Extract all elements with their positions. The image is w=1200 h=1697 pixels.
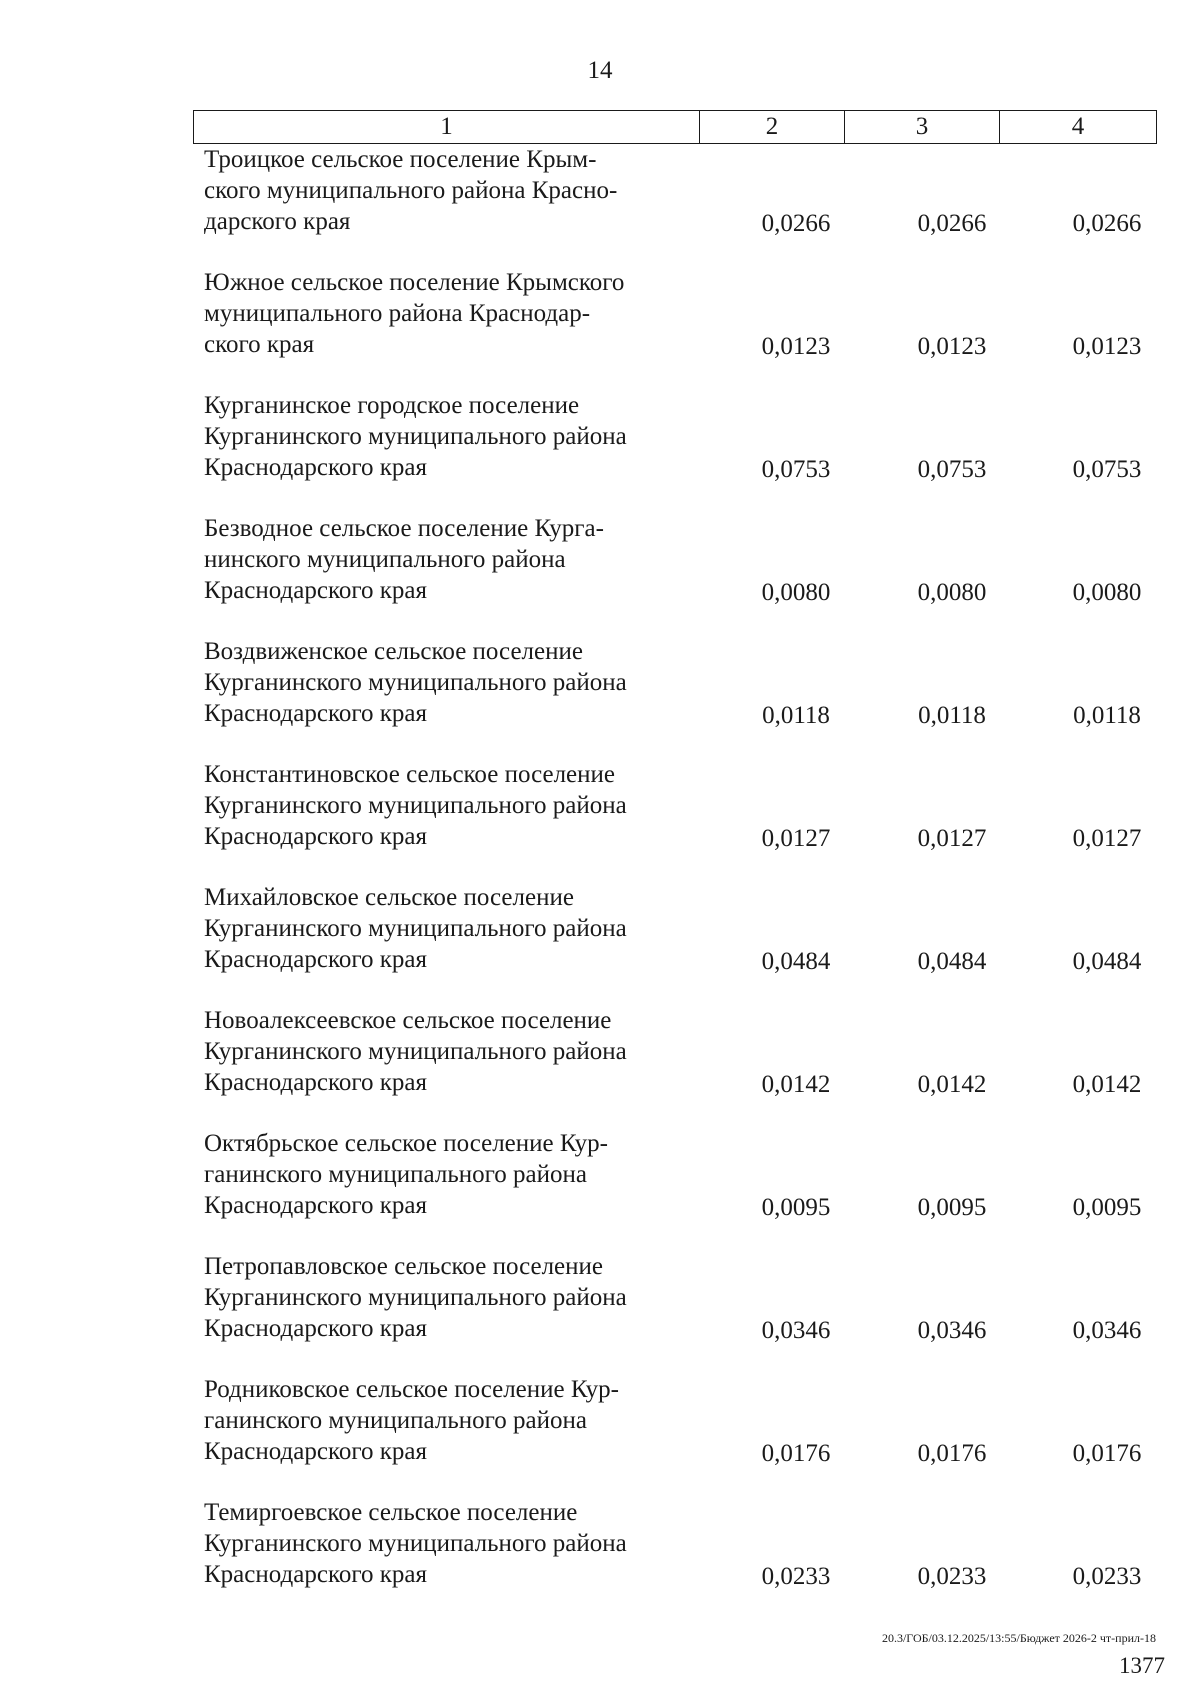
settlement-name: Октябрьское сельское поселение Кур- ганинского муниципального района Краснодарского края [204, 1130, 609, 1219]
value-col-3: 0,0123 [917, 333, 987, 360]
value-col-3: 0,0118 [918, 702, 986, 729]
settlement-name: Новоалексеевское сельское поселение Курганинского муниципального района Краснодарского края [204, 1007, 627, 1096]
value-col-4: 0,0176 [1072, 1440, 1142, 1467]
table-row [0, 882, 1200, 1005]
table-row [0, 759, 1200, 882]
document-footer-code: 20.3/ГОБ/03.12.2025/13:55/Бюджет 2026-2 чт-прил-18 [881, 1631, 1156, 1645]
settlement-name: Родниковское сельское поселение Кур- ганинского муниципального района Краснодарского края [204, 1376, 619, 1465]
table-body [0, 144, 1200, 1620]
table-row [0, 1005, 1200, 1128]
settlement-name: Воздвиженское сельское поселение Курганинского муниципального района Краснодарского края [204, 638, 627, 727]
table-row [0, 1374, 1200, 1497]
column-header-1: 1 [194, 111, 700, 143]
table-row [0, 390, 1200, 513]
settlement-name: Петропавловское сельское поселение Курганинского муниципального района Краснодарского края [204, 1253, 627, 1342]
column-header-2: 2 [700, 111, 845, 143]
table-row [0, 1128, 1200, 1251]
settlement-name: Темиргоевское сельское поселение Курганинского муниципального района Краснодарского края [204, 1499, 627, 1588]
value-col-3: 0,0346 [917, 1317, 987, 1344]
value-col-4: 0,0266 [1072, 210, 1142, 237]
table-row [0, 513, 1200, 636]
settlement-name: Троицкое сельское поселение Крым- ского муниципального района Красно- дарского края [204, 146, 618, 235]
value-col-2: 0,0753 [761, 456, 831, 483]
value-col-2: 0,0176 [761, 1440, 831, 1467]
value-col-2: 0,0123 [761, 333, 831, 360]
value-col-4: 0,0118 [1073, 702, 1141, 729]
value-col-3: 0,0753 [917, 456, 987, 483]
table-row [0, 144, 1200, 267]
value-col-3: 0,0176 [917, 1440, 987, 1467]
column-header-3: 3 [845, 111, 1000, 143]
value-col-3: 0,0484 [917, 948, 987, 975]
table-header-row [193, 110, 1157, 144]
page-number: 14 [587, 57, 613, 84]
value-col-3: 0,0233 [917, 1563, 987, 1590]
settlement-name: Безводное сельское поселение Курга- нинского муниципального района Краснодарского края [204, 515, 604, 604]
settlement-name: Южное сельское поселение Крымского муниципального района Краснодар- ского края [204, 269, 625, 358]
value-col-4: 0,0346 [1072, 1317, 1142, 1344]
settlement-name: Михайловское сельское поселение Курганинского муниципального района Краснодарского края [204, 884, 627, 973]
value-col-2: 0,0346 [761, 1317, 831, 1344]
footer-page-number: 1377 [1119, 1653, 1165, 1678]
value-col-4: 0,0233 [1072, 1563, 1142, 1590]
value-col-4: 0,0127 [1072, 825, 1142, 852]
column-header-4: 4 [1071, 113, 1085, 140]
table-row [0, 267, 1200, 390]
table-row [0, 636, 1200, 759]
value-col-4: 0,0484 [1072, 948, 1142, 975]
table-row [0, 1251, 1200, 1374]
value-col-3: 0,0095 [917, 1194, 987, 1221]
value-col-2: 0,0080 [761, 579, 831, 606]
value-col-2: 0,0233 [761, 1563, 831, 1590]
value-col-3: 0,0266 [917, 210, 987, 237]
table-row [0, 1497, 1200, 1620]
value-col-2: 0,0142 [761, 1071, 831, 1098]
value-col-2: 0,0118 [762, 702, 830, 729]
value-col-4: 0,0142 [1072, 1071, 1142, 1098]
value-col-2: 0,0266 [761, 210, 831, 237]
value-col-4: 0,0095 [1072, 1194, 1142, 1221]
value-col-3: 0,0127 [917, 825, 987, 852]
value-col-2: 0,0127 [761, 825, 831, 852]
value-col-3: 0,0142 [917, 1071, 987, 1098]
settlement-name: Курганинское городское поселение Курганинского муниципального района Краснодарского края [204, 392, 627, 481]
settlement-name: Константиновское сельское поселение Курганинского муниципального района Краснодарского края [204, 761, 627, 850]
value-col-4: 0,0080 [1072, 579, 1142, 606]
value-col-2: 0,0095 [761, 1194, 831, 1221]
value-col-2: 0,0484 [761, 948, 831, 975]
value-col-4: 0,0123 [1072, 333, 1142, 360]
value-col-3: 0,0080 [917, 579, 987, 606]
value-col-4: 0,0753 [1072, 456, 1142, 483]
